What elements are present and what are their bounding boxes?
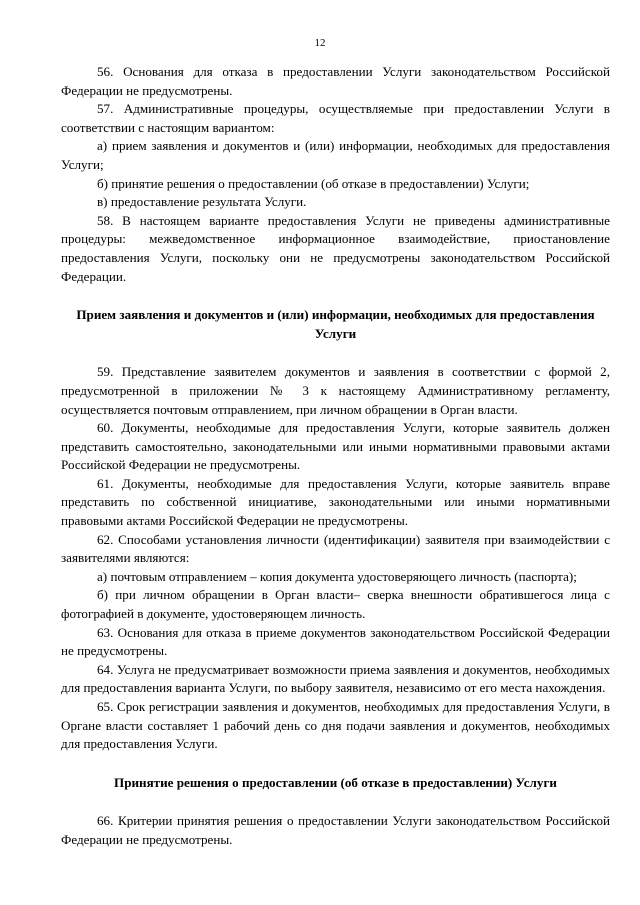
- page-number: 12: [314, 37, 326, 49]
- paragraph-57-a: а) прием заявления и документов и (или) информации, необходимых для предоставления Услуги;: [61, 138, 610, 172]
- paragraph-65: 65. Срок регистрации заявления и документов, необходимых для предоставления Услуги, в Органе власти составляет 1 рабочий день со дня подачи заявления и документов, необходимых для предоставления Услуги.: [61, 699, 610, 752]
- paragraph-57-b: б) принятие решения о предоставлении (об отказе в предоставлении) Услуги;: [97, 175, 530, 191]
- paragraph-58: 58. В настоящем варианте предоставления Услуги не приведены административные процедуры: межведомственное информационное взаимодействие, приостановление предоставления Услуги, поскольку они не предусмотрены законодательством Российской Федерации.: [61, 212, 610, 284]
- paragraph-56: 56. Основания для отказа в предоставлении Услуги законодательством Российской Федерации не предусмотрены.: [61, 64, 610, 98]
- paragraph-62-b: б) при личном обращении в Орган власти– сверка внешности обратившегося лица с фотографией в документе, удостоверяющем личность.: [61, 587, 610, 622]
- paragraph-62: 62. Способами установления личности (идентификации) заявителя при взаимодействии с заявителями являются:: [61, 531, 610, 566]
- paragraph-59: 59. Представление заявителем документов и заявления в соответствии с формой 2, предусмотренной в приложении № 3 к настоящему Административному регламенту, осуществляется почтовым отправлением, при личном обращении в Орган власти.: [61, 364, 610, 417]
- section-heading-decision: Принятие решения о предоставлении (об отказе в предоставлении) Услуги: [114, 774, 557, 790]
- section-heading-application-intake: Прием заявления и документов и (или) информации, необходимых для предоставления Услуги: [76, 307, 595, 341]
- paragraph-61: 61. Документы, необходимые для предоставления Услуги, которые заявитель вправе представить по собственной инициативе, законодательными или иными нормативными правовыми актами Российской Федерации не предусмотрены.: [61, 475, 610, 529]
- paragraph-60: 60. Документы, необходимые для предоставления Услуги, которые заявитель должен представить самостоятельно, законодательными или иными нормативными правовыми актами Российской Федерации не предусмотрены.: [61, 420, 610, 473]
- paragraph-57: 57. Административные процедуры, осуществляемые при предоставлении Услуги в соответствии с настоящим вариантом:: [61, 101, 610, 135]
- document-body: [61, 63, 610, 850]
- paragraph-66: 66. Критерии принятия решения о предоставлении Услуги законодательством Российской Федерации не предусмотрены.: [61, 813, 610, 847]
- paragraph-57-c: в) предоставление результата Услуги.: [97, 194, 307, 210]
- paragraph-64: 64. Услуга не предусматривает возможности приема заявления и документов, необходимых для предоставления варианта Услуги, по выбору заявителя, независимо от его места нахождения.: [61, 661, 610, 696]
- paragraph-63: 63. Основания для отказа в приеме документов законодательством Российской Федерации не предусмотрены.: [61, 624, 610, 659]
- paragraph-62-a: а) почтовым отправлением – копия документа удостоверяющего личность (паспорта);: [97, 568, 577, 584]
